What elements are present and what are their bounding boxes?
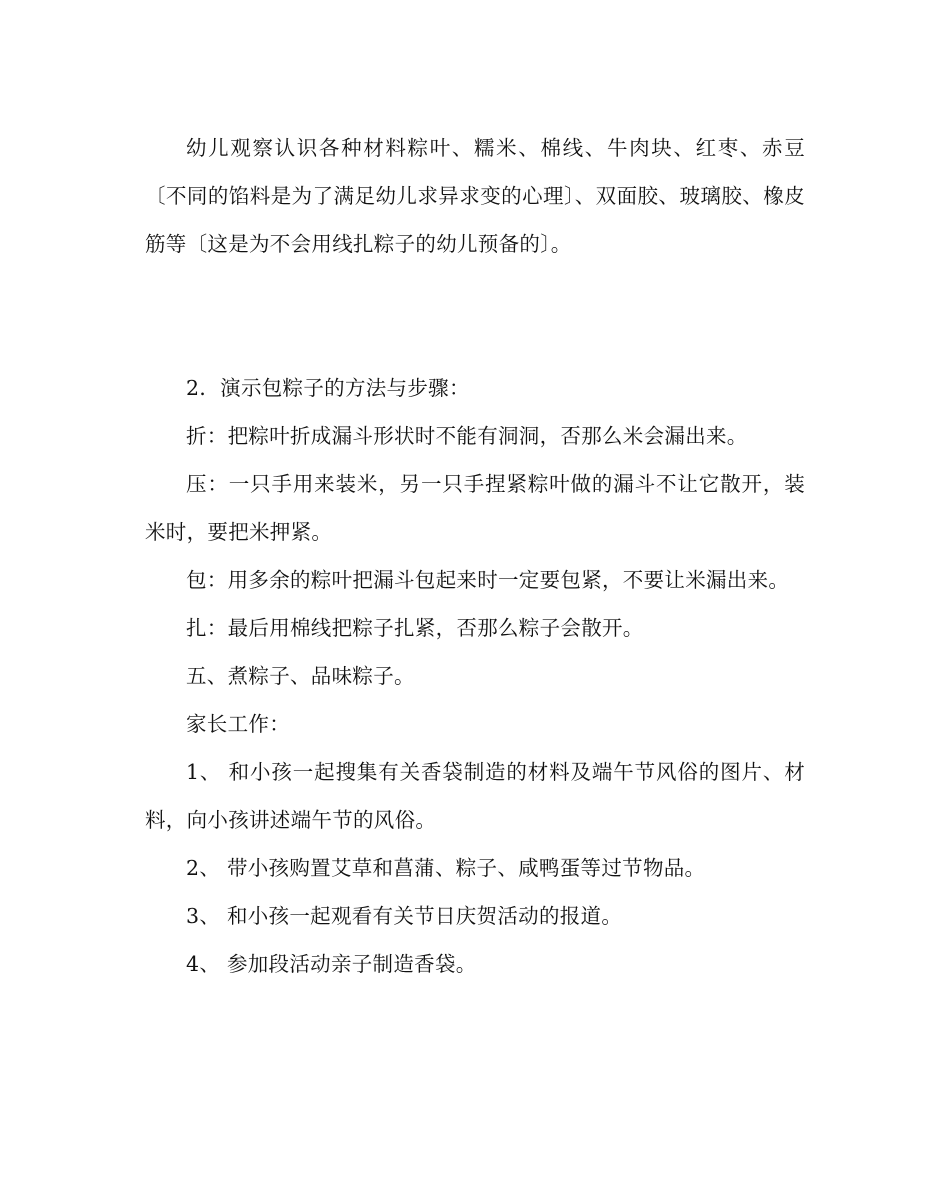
parent-item-3: 3、 和小孩一起观看有关节日庆贺活动的报道。 [186,904,623,928]
intro-section [145,124,805,268]
section-five-heading: 五、煮粽子、品味粽子。 [186,664,415,688]
materials-paragraph: 幼儿观察认识各种材料粽叶、糯米、棉线、牛肉块、红枣、赤豆〔不同的馅料是为了满足幼儿求异求变的心理〕、双面胶、玻璃胶、橡皮筋等〔这是为不会用线扎粽子的幼儿预备的〕。 [145,136,805,256]
parent-item-4: 4、 参加段活动亲子制造香袋。 [186,952,477,976]
step-tie: 扎：最后用棉线把粽子扎紧，否那么粽子会散开。 [186,616,644,640]
parent-item-1: 1、 和小孩一起搜集有关香袋制造的材料及端午节风俗的图片、材料，向小孩讲述端午节的风俗。 [145,760,805,832]
steps-heading: 2．演示包粽子的方法与步骤： [186,376,470,400]
steps-section [145,364,805,988]
step-fold: 折：把粽叶折成漏斗形状时不能有洞洞，否那么米会漏出来。 [186,424,748,448]
parent-work-heading: 家长工作： [186,712,290,736]
step-press: 压：一只手用来装米，另一只手捏紧粽叶做的漏斗不让它散开，装米时，要把米押紧。 [145,472,805,544]
step-wrap: 包：用多余的粽叶把漏斗包起来时一定要包紧，不要让米漏出来。 [186,568,790,592]
parent-item-2: 2、 带小孩购置艾草和菖蒲、粽子、咸鸭蛋等过节物品。 [186,856,706,880]
